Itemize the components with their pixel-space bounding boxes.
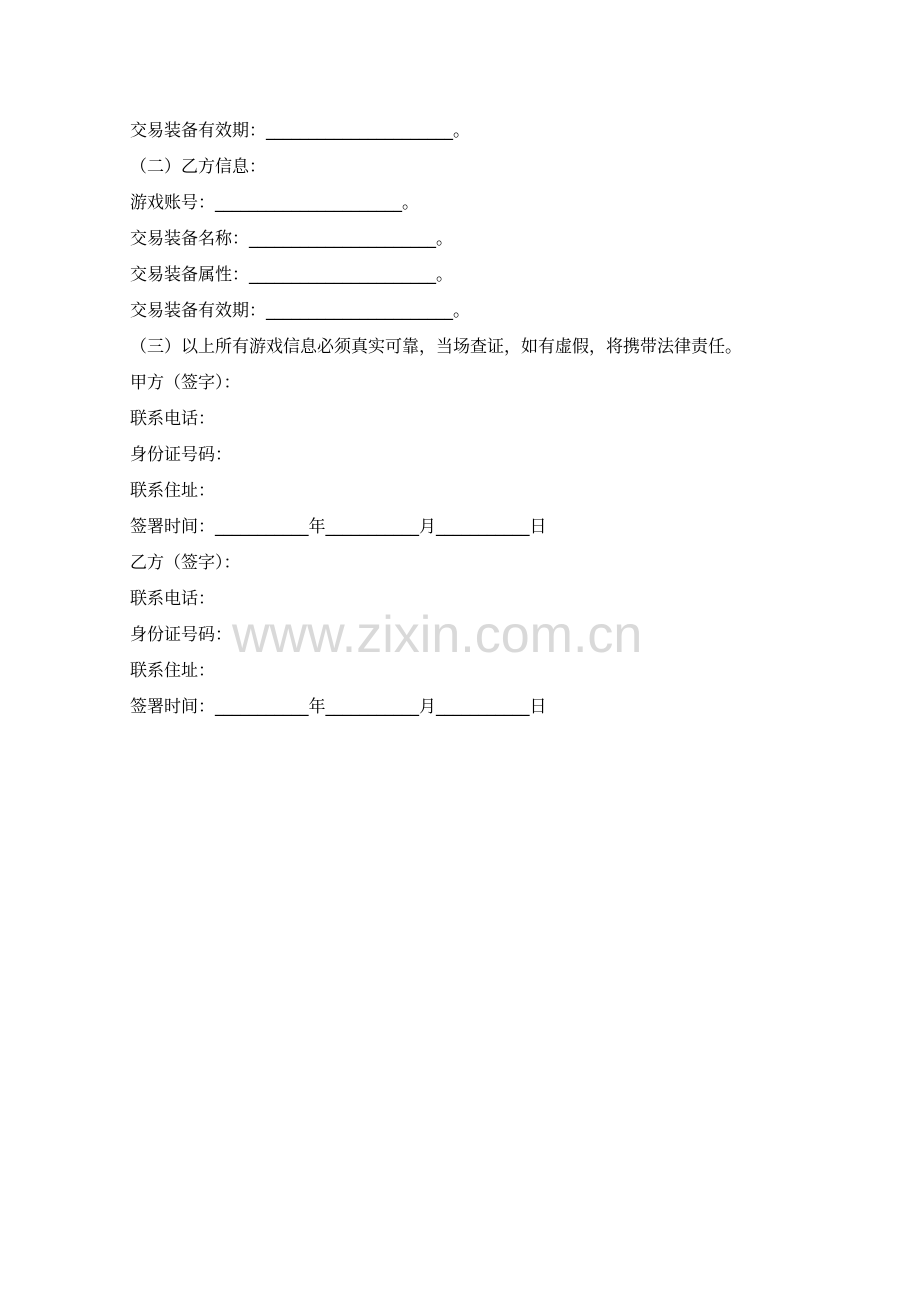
party-a-address: 联系住址： — [130, 481, 215, 501]
party-a-id-number: 身份证号码： — [130, 445, 232, 465]
party-a-signature: 甲方（签字）： — [130, 373, 241, 393]
watermark: www.zixin.com.cn — [232, 606, 643, 664]
authenticity-statement: （三）以上所有游戏信息必须真实可靠，当场查证，如有虚假，将携带法律责任。 — [130, 337, 742, 357]
party-b-sign-date: 签署时间：___________年___________月___________日 — [130, 697, 547, 717]
party-b-id-number: 身份证号码： — [130, 625, 232, 645]
party-a-equipment-validity: 交易装备有效期：______________________。 — [130, 121, 470, 141]
party-b-phone: 联系电话： — [130, 589, 215, 609]
party-a-phone: 联系电话： — [130, 409, 215, 429]
party-b-heading: （二）乙方信息： — [130, 157, 266, 177]
party-b-address: 联系住址： — [130, 661, 215, 681]
party-b-equipment-name: 交易装备名称：______________________。 — [130, 229, 453, 249]
contract-body — [130, 113, 830, 725]
party-a-sign-date: 签署时间：___________年___________月___________日 — [130, 517, 547, 537]
party-b-signature: 乙方（签字）： — [130, 553, 241, 573]
party-b-equipment-attributes: 交易装备属性：______________________。 — [130, 265, 453, 285]
party-b-equipment-validity: 交易装备有效期：______________________。 — [130, 301, 470, 321]
party-b-game-account: 游戏账号：______________________。 — [130, 193, 419, 213]
